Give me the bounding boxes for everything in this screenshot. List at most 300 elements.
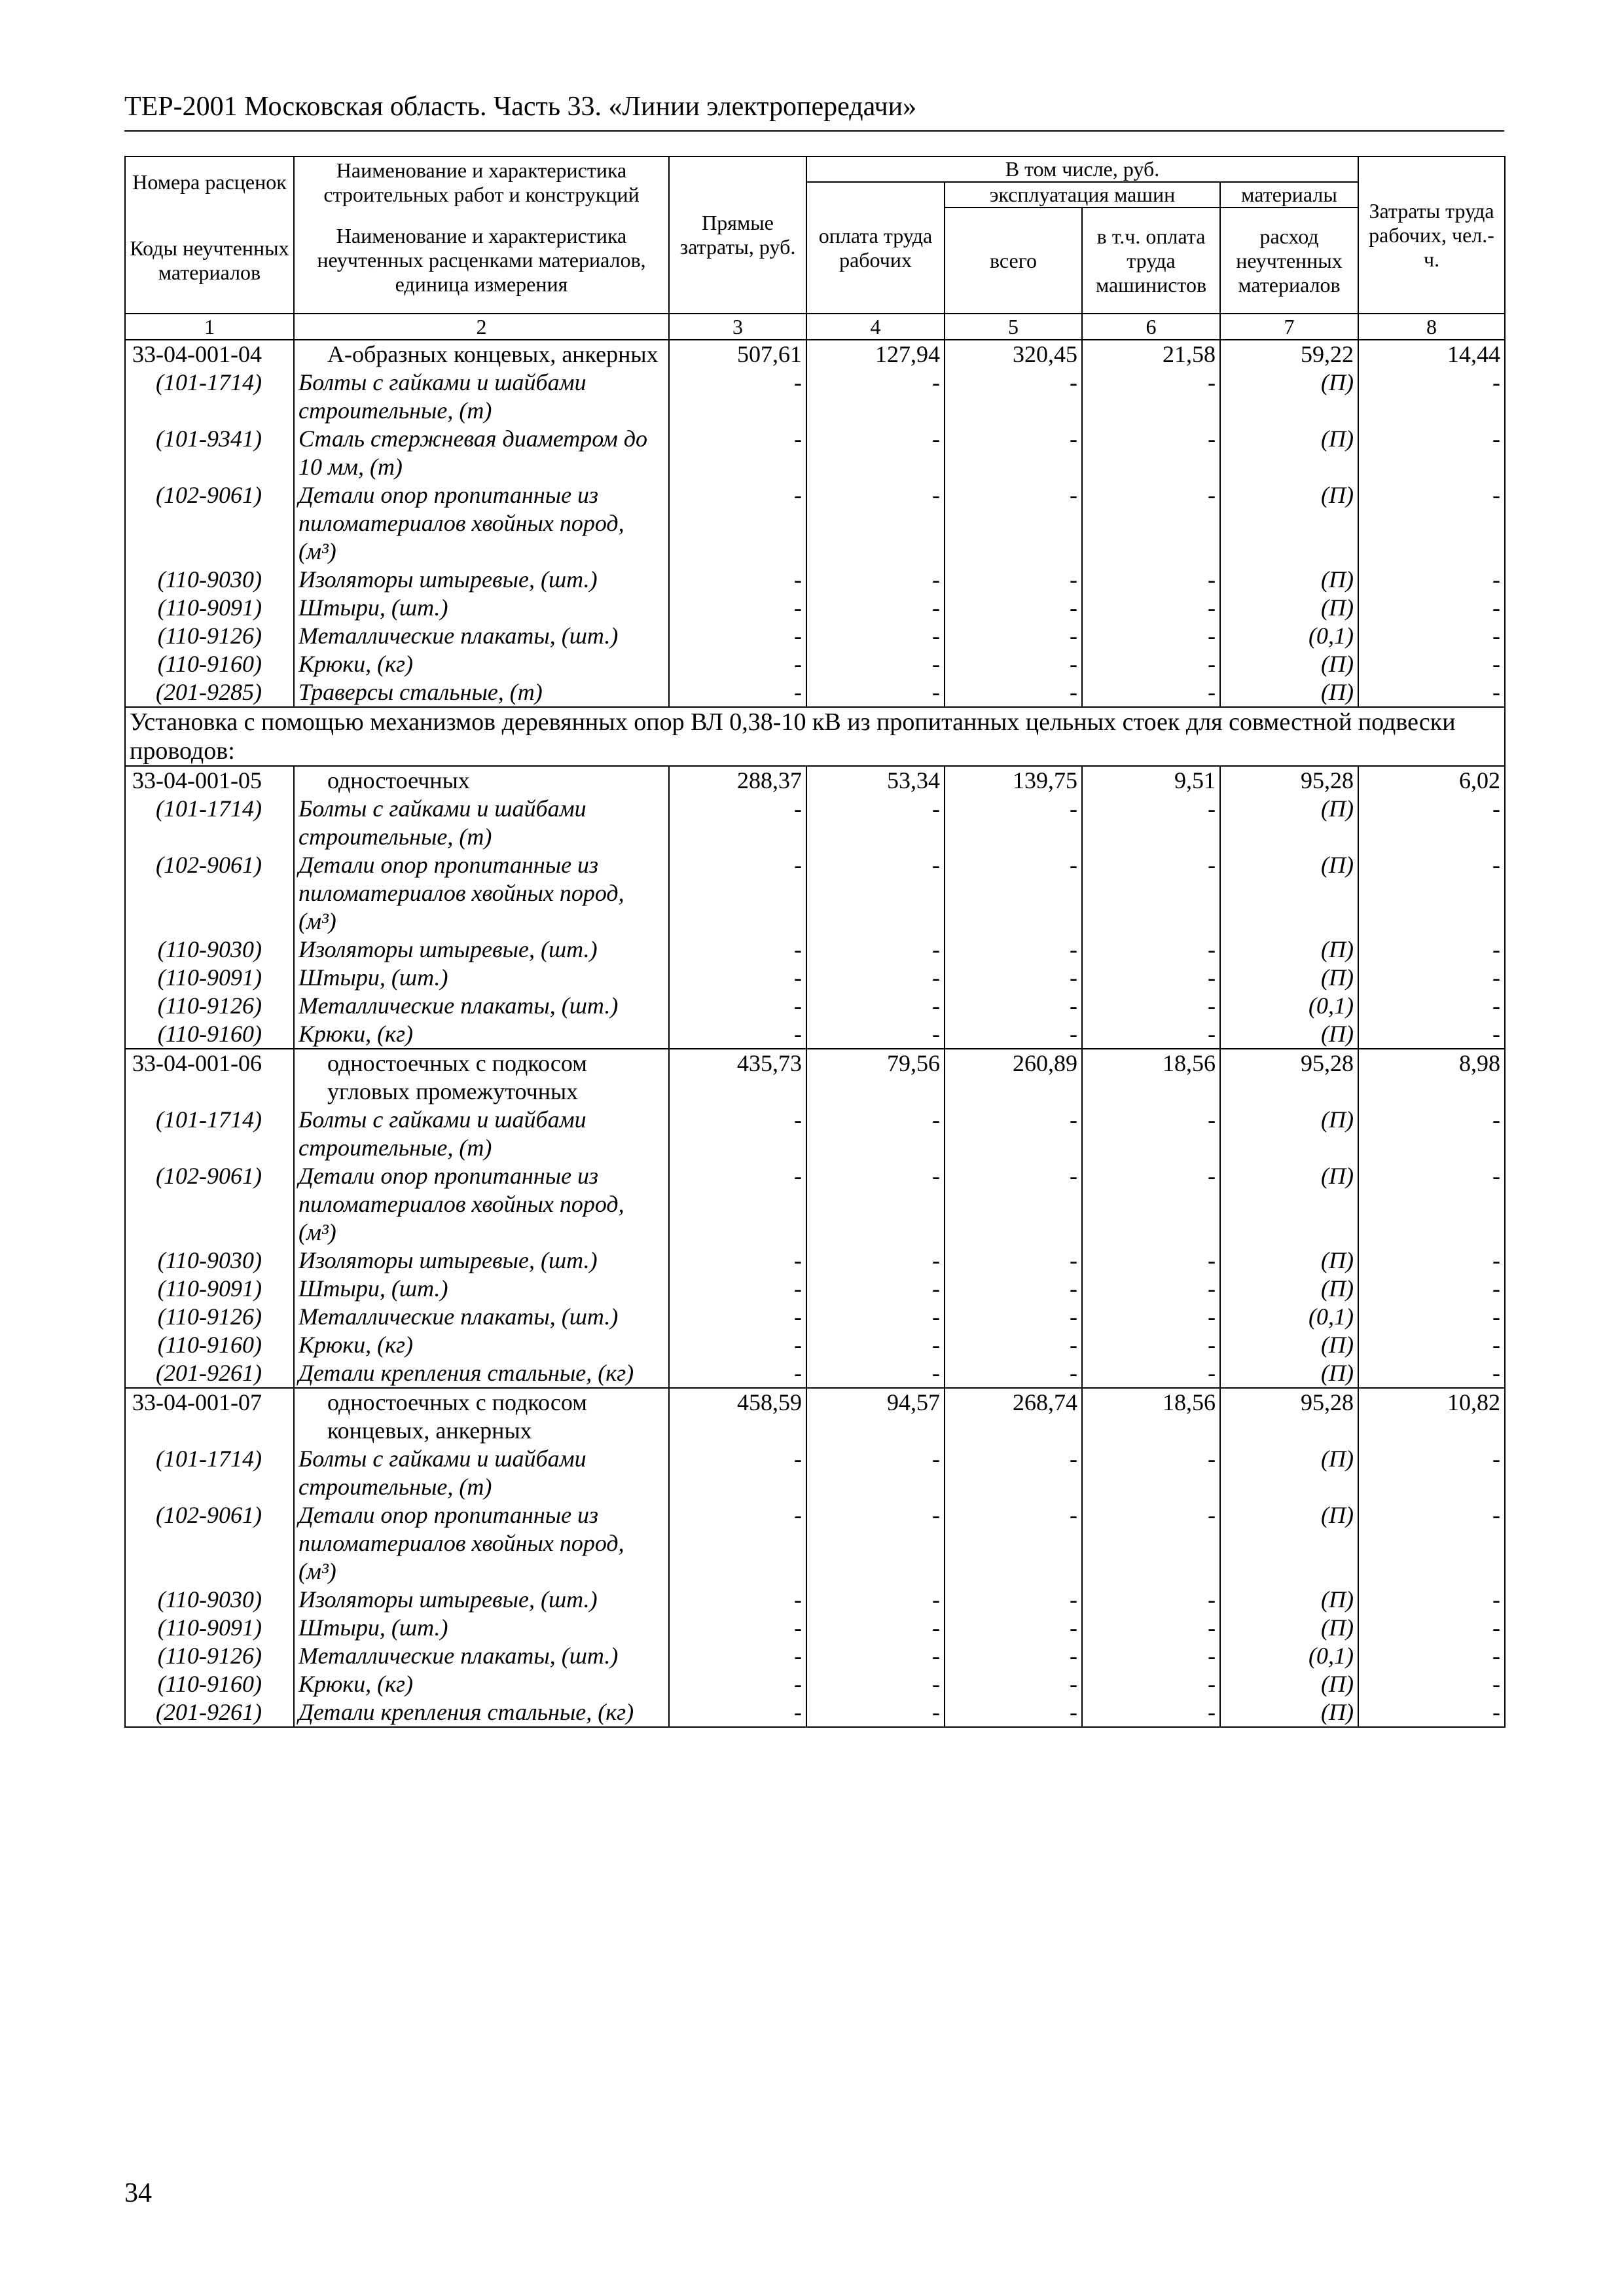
machinist-wages-cell: - xyxy=(1082,1359,1220,1388)
col2-header-bottom: Наименование и характеристика неучтенных расценками материалов, единица измерения xyxy=(294,208,669,314)
direct-costs-cell: - xyxy=(669,594,806,622)
material-row xyxy=(125,425,1505,481)
wages-cell: - xyxy=(806,1614,945,1642)
machinist-wages-cell: - xyxy=(1082,1303,1220,1331)
machinist-wages-cell: 18,56 xyxy=(1082,1049,1220,1106)
machinist-wages-cell: - xyxy=(1082,566,1220,594)
code-cell: 33-04-001-07 xyxy=(125,1388,294,1445)
name-cell: Крюки, (кг) xyxy=(294,1331,669,1359)
code-cell: (101-1714) xyxy=(125,369,294,425)
wages-cell: - xyxy=(806,936,945,964)
machines-total-cell: - xyxy=(945,851,1082,936)
machines-total-cell: - xyxy=(945,369,1082,425)
materials-cell: (0,1) xyxy=(1220,992,1358,1020)
machinist-wages-cell: - xyxy=(1082,1501,1220,1586)
name-cell: одностоечных с подкосом концевых, анкерных xyxy=(294,1388,669,1445)
machines-total-cell: - xyxy=(945,1247,1082,1275)
material-row xyxy=(125,566,1505,594)
col-index: 6 xyxy=(1082,314,1220,340)
machinist-wages-cell: - xyxy=(1082,481,1220,566)
material-row xyxy=(125,1670,1505,1698)
machinist-wages-cell: 9,51 xyxy=(1082,766,1220,795)
direct-costs-cell: - xyxy=(669,1642,806,1670)
labor-cell: - xyxy=(1358,964,1505,992)
machinist-wages-cell: 21,58 xyxy=(1082,340,1220,369)
wages-cell: 94,57 xyxy=(806,1388,945,1445)
labor-cell: - xyxy=(1358,1670,1505,1698)
col5-header: всего xyxy=(945,208,1082,314)
labor-cell: - xyxy=(1358,851,1505,936)
materials-cell: (П) xyxy=(1220,1275,1358,1303)
wages-cell: - xyxy=(806,992,945,1020)
code-cell: (110-9126) xyxy=(125,992,294,1020)
materials-cell: (П) xyxy=(1220,851,1358,936)
machines-total-cell: - xyxy=(945,1020,1082,1049)
wages-cell: - xyxy=(806,1275,945,1303)
wages-cell: - xyxy=(806,566,945,594)
labor-cell: - xyxy=(1358,678,1505,707)
wages-cell: - xyxy=(806,1331,945,1359)
materials-cell: 95,28 xyxy=(1220,1388,1358,1445)
code-cell: (201-9261) xyxy=(125,1359,294,1388)
name-cell: Детали крепления стальные, (кг) xyxy=(294,1698,669,1727)
name-cell: Крюки, (кг) xyxy=(294,1020,669,1049)
material-row xyxy=(125,1106,1505,1162)
code-cell: (101-9341) xyxy=(125,425,294,481)
labor-cell: - xyxy=(1358,1445,1505,1501)
wages-cell: - xyxy=(806,1106,945,1162)
material-row xyxy=(125,1359,1505,1388)
code-cell: (110-9091) xyxy=(125,964,294,992)
labor-cell: - xyxy=(1358,1275,1505,1303)
wages-cell: - xyxy=(806,1247,945,1275)
col-index: 7 xyxy=(1220,314,1358,340)
rates-table-body xyxy=(125,340,1505,1727)
code-cell: (101-1714) xyxy=(125,795,294,851)
wages-cell: - xyxy=(806,594,945,622)
direct-costs-cell: - xyxy=(669,1501,806,1586)
machinist-wages-cell: - xyxy=(1082,1586,1220,1614)
wages-cell: - xyxy=(806,481,945,566)
labor-cell: - xyxy=(1358,1303,1505,1331)
machinist-wages-cell: - xyxy=(1082,1331,1220,1359)
name-cell: Сталь стержневая диаметром до 10 мм, (т) xyxy=(294,425,669,481)
code-cell: (101-1714) xyxy=(125,1445,294,1501)
col7-header: расход неучтенных материалов xyxy=(1220,208,1358,314)
code-cell: (102-9061) xyxy=(125,481,294,566)
machines-total-cell: - xyxy=(945,622,1082,650)
machinist-wages-cell: - xyxy=(1082,1698,1220,1727)
code-cell: (110-9126) xyxy=(125,622,294,650)
code-cell: (110-9091) xyxy=(125,594,294,622)
direct-costs-cell: 507,61 xyxy=(669,340,806,369)
direct-costs-cell: - xyxy=(669,1670,806,1698)
labor-cell: - xyxy=(1358,1247,1505,1275)
code-cell: (102-9061) xyxy=(125,1501,294,1586)
code-cell: (110-9126) xyxy=(125,1303,294,1331)
code-cell: (110-9126) xyxy=(125,1642,294,1670)
page-number: 34 xyxy=(124,2178,152,2208)
wages-cell: 79,56 xyxy=(806,1049,945,1106)
machines-total-cell: - xyxy=(945,1614,1082,1642)
name-cell: Изоляторы штыревые, (шт.) xyxy=(294,566,669,594)
materials-cell: (П) xyxy=(1220,425,1358,481)
header-rule xyxy=(124,130,1504,132)
labor-cell: 6,02 xyxy=(1358,766,1505,795)
machines-total-cell: - xyxy=(945,1303,1082,1331)
name-cell: Детали опор пропитанные из пиломатериалов хвойных пород, (м³) xyxy=(294,481,669,566)
rate-row xyxy=(125,766,1505,795)
direct-costs-cell: 458,59 xyxy=(669,1388,806,1445)
machines-total-cell: - xyxy=(945,1331,1082,1359)
labor-cell: - xyxy=(1358,1501,1505,1586)
name-cell: Изоляторы штыревые, (шт.) xyxy=(294,1247,669,1275)
direct-costs-cell: - xyxy=(669,992,806,1020)
machines-total-cell: - xyxy=(945,594,1082,622)
machinist-wages-cell: - xyxy=(1082,1445,1220,1501)
name-cell: одностоечных с подкосом угловых промежуточных xyxy=(294,1049,669,1106)
name-cell: Металлические плакаты, (шт.) xyxy=(294,992,669,1020)
labor-cell: - xyxy=(1358,622,1505,650)
direct-costs-cell: - xyxy=(669,936,806,964)
group-header: В том числе, руб. xyxy=(806,156,1358,182)
wages-cell: - xyxy=(806,650,945,678)
col8-header: Затраты труда рабочих, чел.-ч. xyxy=(1358,156,1505,314)
col-index: 5 xyxy=(945,314,1082,340)
name-cell: Штыри, (шт.) xyxy=(294,964,669,992)
machinist-wages-cell: - xyxy=(1082,992,1220,1020)
machinist-wages-cell: - xyxy=(1082,425,1220,481)
direct-costs-cell: - xyxy=(669,1020,806,1049)
materials-cell: (П) xyxy=(1220,369,1358,425)
material-row xyxy=(125,1698,1505,1727)
section-heading: Установка с помощью механизмов деревянных опор ВЛ 0,38-10 кВ из пропитанных цельных стоек для совместной подвески проводов: xyxy=(125,707,1505,766)
code-cell: (110-9030) xyxy=(125,936,294,964)
direct-costs-cell: 288,37 xyxy=(669,766,806,795)
name-cell: Металлические плакаты, (шт.) xyxy=(294,1303,669,1331)
wages-cell: - xyxy=(806,1586,945,1614)
material-row xyxy=(125,992,1505,1020)
machines-total-cell: - xyxy=(945,964,1082,992)
labor-cell: - xyxy=(1358,1106,1505,1162)
rate-row xyxy=(125,1049,1505,1106)
name-cell: Изоляторы штыревые, (шт.) xyxy=(294,936,669,964)
col3-header: Прямые затраты, руб. xyxy=(669,156,806,314)
direct-costs-cell: - xyxy=(669,795,806,851)
material-row xyxy=(125,678,1505,707)
machinist-wages-cell: - xyxy=(1082,1106,1220,1162)
labor-cell: - xyxy=(1358,566,1505,594)
materials-cell: 59,22 xyxy=(1220,340,1358,369)
wages-cell: - xyxy=(806,1642,945,1670)
wages-cell: - xyxy=(806,1020,945,1049)
wages-cell: - xyxy=(806,678,945,707)
name-cell: Детали опор пропитанные из пиломатериалов хвойных пород, (м³) xyxy=(294,1162,669,1247)
machinist-wages-cell: 18,56 xyxy=(1082,1388,1220,1445)
machines-header: эксплуатация машин xyxy=(945,182,1220,208)
machines-total-cell: - xyxy=(945,425,1082,481)
material-row xyxy=(125,1614,1505,1642)
labor-cell: - xyxy=(1358,795,1505,851)
direct-costs-cell: - xyxy=(669,1359,806,1388)
material-row xyxy=(125,1162,1505,1247)
machines-total-cell: - xyxy=(945,795,1082,851)
direct-costs-cell: - xyxy=(669,369,806,425)
direct-costs-cell: - xyxy=(669,1247,806,1275)
material-row xyxy=(125,1020,1505,1049)
machines-total-cell: - xyxy=(945,650,1082,678)
wages-cell: 53,34 xyxy=(806,766,945,795)
wages-cell: - xyxy=(806,795,945,851)
wages-cell: - xyxy=(806,1445,945,1501)
wages-cell: - xyxy=(806,1670,945,1698)
wages-cell: - xyxy=(806,964,945,992)
materials-cell: (0,1) xyxy=(1220,1642,1358,1670)
material-row xyxy=(125,1445,1505,1501)
materials-cell: (П) xyxy=(1220,1106,1358,1162)
labor-cell: - xyxy=(1358,425,1505,481)
section-heading-row xyxy=(125,707,1505,766)
machinist-wages-cell: - xyxy=(1082,1642,1220,1670)
machines-total-cell: - xyxy=(945,481,1082,566)
direct-costs-cell: - xyxy=(669,481,806,566)
name-cell: Детали опор пропитанные из пиломатериалов хвойных пород, (м³) xyxy=(294,851,669,936)
machinist-wages-cell: - xyxy=(1082,1020,1220,1049)
name-cell: Детали опор пропитанные из пиломатериалов хвойных пород, (м³) xyxy=(294,1501,669,1586)
machinist-wages-cell: - xyxy=(1082,795,1220,851)
code-cell: (110-9030) xyxy=(125,1247,294,1275)
labor-cell: - xyxy=(1358,1642,1505,1670)
col-index: 4 xyxy=(806,314,945,340)
labor-cell: - xyxy=(1358,1331,1505,1359)
code-cell: (110-9160) xyxy=(125,1331,294,1359)
name-cell: Детали крепления стальные, (кг) xyxy=(294,1359,669,1388)
materials-cell: 95,28 xyxy=(1220,766,1358,795)
material-row xyxy=(125,1247,1505,1275)
labor-cell: - xyxy=(1358,1586,1505,1614)
machines-total-cell: - xyxy=(945,936,1082,964)
machines-total-cell: - xyxy=(945,1106,1082,1162)
materials-cell: (П) xyxy=(1220,1359,1358,1388)
materials-cell: (0,1) xyxy=(1220,622,1358,650)
material-row xyxy=(125,1642,1505,1670)
materials-cell: (П) xyxy=(1220,1162,1358,1247)
name-cell: Крюки, (кг) xyxy=(294,650,669,678)
wages-cell: - xyxy=(806,369,945,425)
direct-costs-cell: 435,73 xyxy=(669,1049,806,1106)
direct-costs-cell: - xyxy=(669,1445,806,1501)
wages-cell: - xyxy=(806,1359,945,1388)
machinist-wages-cell: - xyxy=(1082,1670,1220,1698)
machinist-wages-cell: - xyxy=(1082,964,1220,992)
machinist-wages-cell: - xyxy=(1082,1614,1220,1642)
labor-cell: - xyxy=(1358,594,1505,622)
material-row xyxy=(125,650,1505,678)
machinist-wages-cell: - xyxy=(1082,369,1220,425)
machinist-wages-cell: - xyxy=(1082,936,1220,964)
name-cell: Металлические плакаты, (шт.) xyxy=(294,1642,669,1670)
materials-cell: (П) xyxy=(1220,1670,1358,1698)
machinist-wages-cell: - xyxy=(1082,1275,1220,1303)
labor-cell: - xyxy=(1358,992,1505,1020)
direct-costs-cell: - xyxy=(669,1303,806,1331)
material-row xyxy=(125,1586,1505,1614)
materials-cell: (П) xyxy=(1220,1501,1358,1586)
code-cell: (201-9285) xyxy=(125,678,294,707)
machines-total-cell: - xyxy=(945,1359,1082,1388)
materials-cell: (П) xyxy=(1220,936,1358,964)
code-cell: (101-1714) xyxy=(125,1106,294,1162)
direct-costs-cell: - xyxy=(669,1106,806,1162)
materials-cell: (П) xyxy=(1220,1586,1358,1614)
materials-cell: (П) xyxy=(1220,1698,1358,1727)
code-cell: (110-9091) xyxy=(125,1275,294,1303)
material-row xyxy=(125,964,1505,992)
labor-cell: - xyxy=(1358,1162,1505,1247)
machines-total-cell: 139,75 xyxy=(945,766,1082,795)
name-cell: Траверсы стальные, (т) xyxy=(294,678,669,707)
code-cell: (110-9030) xyxy=(125,566,294,594)
machinist-wages-cell: - xyxy=(1082,594,1220,622)
materials-cell: (П) xyxy=(1220,481,1358,566)
materials-cell: (П) xyxy=(1220,964,1358,992)
materials-cell: (0,1) xyxy=(1220,1303,1358,1331)
material-row xyxy=(125,369,1505,425)
labor-cell: 8,98 xyxy=(1358,1049,1505,1106)
labor-cell: 14,44 xyxy=(1358,340,1505,369)
machines-total-cell: - xyxy=(945,992,1082,1020)
materials-cell: (П) xyxy=(1220,1247,1358,1275)
code-cell: (110-9160) xyxy=(125,1670,294,1698)
direct-costs-cell: - xyxy=(669,650,806,678)
machinist-wages-cell: - xyxy=(1082,1162,1220,1247)
materials-cell: (П) xyxy=(1220,594,1358,622)
labor-cell: - xyxy=(1358,1698,1505,1727)
labor-cell: - xyxy=(1358,369,1505,425)
rate-row xyxy=(125,1388,1505,1445)
col2-header-top: Наименование и характеристика строительных работ и конструкций xyxy=(294,156,669,208)
labor-cell: - xyxy=(1358,1020,1505,1049)
material-row xyxy=(125,1275,1505,1303)
code-cell: (110-9091) xyxy=(125,1614,294,1642)
direct-costs-cell: - xyxy=(669,425,806,481)
name-cell: Изоляторы штыревые, (шт.) xyxy=(294,1586,669,1614)
machines-total-cell: - xyxy=(945,1642,1082,1670)
direct-costs-cell: - xyxy=(669,1614,806,1642)
name-cell: Болты с гайками и шайбами строительные, (т) xyxy=(294,1106,669,1162)
materials-cell: (П) xyxy=(1220,678,1358,707)
name-cell: Болты с гайками и шайбами строительные, (т) xyxy=(294,369,669,425)
code-cell: (110-9160) xyxy=(125,1020,294,1049)
code-cell: (201-9261) xyxy=(125,1698,294,1727)
name-cell: Болты с гайками и шайбами строительные, (т) xyxy=(294,795,669,851)
materials-cell: (П) xyxy=(1220,650,1358,678)
material-row xyxy=(125,851,1505,936)
machines-total-cell: 268,74 xyxy=(945,1388,1082,1445)
direct-costs-cell: - xyxy=(669,678,806,707)
name-cell: Штыри, (шт.) xyxy=(294,1275,669,1303)
code-cell: (110-9160) xyxy=(125,650,294,678)
machines-total-cell: - xyxy=(945,1586,1082,1614)
wages-cell: - xyxy=(806,851,945,936)
wages-cell: - xyxy=(806,1303,945,1331)
col4-header: оплата труда рабочих xyxy=(806,182,945,314)
machinist-wages-cell: - xyxy=(1082,622,1220,650)
machines-total-cell: - xyxy=(945,1670,1082,1698)
machinist-wages-cell: - xyxy=(1082,678,1220,707)
machines-total-cell: - xyxy=(945,566,1082,594)
machines-total-cell: 320,45 xyxy=(945,340,1082,369)
direct-costs-cell: - xyxy=(669,1698,806,1727)
machinist-wages-cell: - xyxy=(1082,1247,1220,1275)
direct-costs-cell: - xyxy=(669,1162,806,1247)
materials-cell: (П) xyxy=(1220,1445,1358,1501)
labor-cell: 10,82 xyxy=(1358,1388,1505,1445)
materials-cell: (П) xyxy=(1220,1331,1358,1359)
materials-cell: (П) xyxy=(1220,795,1358,851)
code-cell: (102-9061) xyxy=(125,1162,294,1247)
materials-header: материалы xyxy=(1220,182,1358,208)
direct-costs-cell: - xyxy=(669,1275,806,1303)
rates-table xyxy=(124,156,1506,1728)
wages-cell: - xyxy=(806,1501,945,1586)
page-header-title: ТЕР-2001 Московская область. Часть 33. «Линии электропередачи» xyxy=(124,92,917,122)
machines-total-cell: - xyxy=(945,678,1082,707)
material-row xyxy=(125,936,1505,964)
machines-total-cell: - xyxy=(945,1501,1082,1586)
col1-header-top: Номера расценок xyxy=(125,156,294,208)
code-cell: (102-9061) xyxy=(125,851,294,936)
material-row xyxy=(125,594,1505,622)
wages-cell: - xyxy=(806,1698,945,1727)
machinist-wages-cell: - xyxy=(1082,851,1220,936)
materials-cell: (П) xyxy=(1220,566,1358,594)
materials-cell: 95,28 xyxy=(1220,1049,1358,1106)
machines-total-cell: - xyxy=(945,1698,1082,1727)
wages-cell: 127,94 xyxy=(806,340,945,369)
direct-costs-cell: - xyxy=(669,622,806,650)
code-cell: 33-04-001-06 xyxy=(125,1049,294,1106)
labor-cell: - xyxy=(1358,650,1505,678)
col1-header-bottom: Коды неучтенных материалов xyxy=(125,208,294,314)
name-cell: Металлические плакаты, (шт.) xyxy=(294,622,669,650)
material-row xyxy=(125,481,1505,566)
direct-costs-cell: - xyxy=(669,964,806,992)
code-cell: (110-9030) xyxy=(125,1586,294,1614)
machines-total-cell: 260,89 xyxy=(945,1049,1082,1106)
rate-row xyxy=(125,340,1505,369)
material-row xyxy=(125,1501,1505,1586)
wages-cell: - xyxy=(806,1162,945,1247)
direct-costs-cell: - xyxy=(669,1331,806,1359)
machinist-wages-cell: - xyxy=(1082,650,1220,678)
machines-total-cell: - xyxy=(945,1445,1082,1501)
labor-cell: - xyxy=(1358,481,1505,566)
col-index: 8 xyxy=(1358,314,1505,340)
name-cell: Болты с гайками и шайбами строительные, (т) xyxy=(294,1445,669,1501)
direct-costs-cell: - xyxy=(669,851,806,936)
material-row xyxy=(125,1331,1505,1359)
direct-costs-cell: - xyxy=(669,1586,806,1614)
col-index: 2 xyxy=(294,314,669,340)
machines-total-cell: - xyxy=(945,1275,1082,1303)
name-cell: одностоечных xyxy=(294,766,669,795)
material-row xyxy=(125,795,1505,851)
labor-cell: - xyxy=(1358,1614,1505,1642)
code-cell: 33-04-001-05 xyxy=(125,766,294,795)
labor-cell: - xyxy=(1358,936,1505,964)
name-cell: Штыри, (шт.) xyxy=(294,594,669,622)
